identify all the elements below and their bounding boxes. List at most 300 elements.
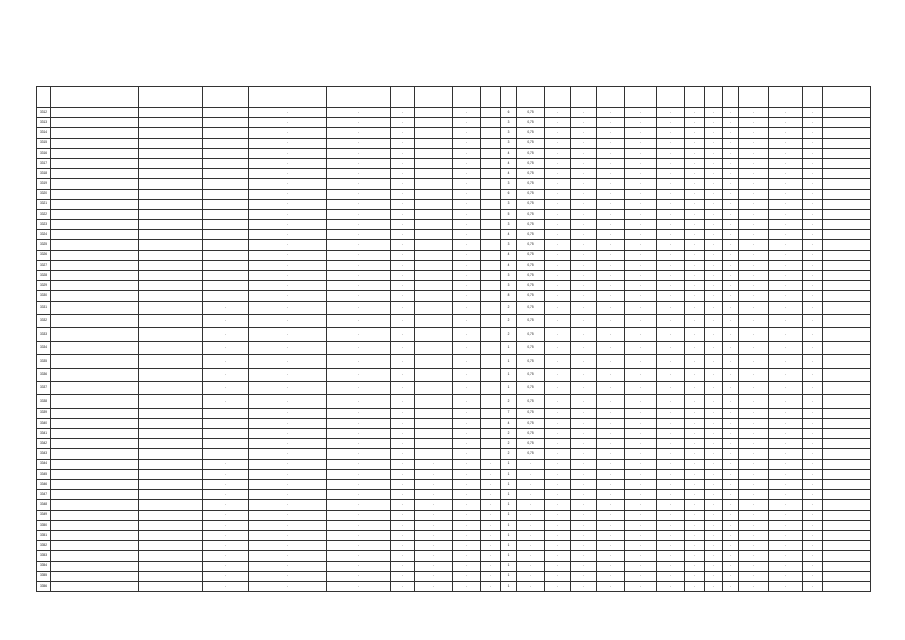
table-cell: 0,75 [517, 429, 545, 439]
table-cell: - [723, 551, 739, 561]
table-cell: - [769, 118, 803, 128]
table-cell [51, 439, 139, 449]
table-cell: 3 [501, 240, 517, 250]
column-header [391, 87, 415, 108]
table-cell: - [327, 314, 391, 327]
column-header [501, 87, 517, 108]
table-cell [823, 220, 871, 230]
table-cell: - [685, 571, 705, 581]
table-cell: - [571, 199, 597, 209]
table-cell: - [415, 500, 453, 510]
table-cell: - [705, 128, 723, 138]
table-cell: 3336 [37, 368, 51, 381]
table-cell [415, 328, 453, 341]
table-cell: - [739, 169, 769, 179]
table-cell: - [625, 158, 657, 168]
table-cell [415, 199, 453, 209]
table-cell: - [625, 128, 657, 138]
table-cell: - [249, 209, 327, 219]
table-cell: - [453, 220, 481, 230]
table-cell [481, 271, 501, 281]
table-cell: - [803, 530, 823, 540]
table-cell: - [545, 381, 571, 394]
table-cell: - [685, 328, 705, 341]
table-cell: - [803, 199, 823, 209]
table-cell [823, 368, 871, 381]
table-cell: 0,75 [517, 439, 545, 449]
table-cell: 3338 [37, 395, 51, 408]
table-cell: 3 [501, 281, 517, 291]
table-cell: - [571, 169, 597, 179]
table-cell: - [597, 169, 625, 179]
table-cell: - [453, 561, 481, 571]
table-cell: - [769, 240, 803, 250]
table-cell [139, 179, 203, 189]
table-cell: - [391, 250, 415, 260]
table-cell: - [327, 408, 391, 418]
table-cell [203, 429, 249, 439]
column-header [203, 87, 249, 108]
table-cell: - [391, 271, 415, 281]
table-cell: - [571, 240, 597, 250]
table-cell: - [391, 561, 415, 571]
table-cell: - [685, 341, 705, 354]
table-cell: - [685, 429, 705, 439]
table-cell: - [481, 561, 501, 571]
table-cell [823, 520, 871, 530]
table-row [37, 500, 871, 510]
table-cell [139, 220, 203, 230]
table-cell: - [803, 368, 823, 381]
table-cell [51, 291, 139, 301]
table-cell: - [203, 551, 249, 561]
table-cell: - [803, 500, 823, 510]
table-cell [139, 429, 203, 439]
table-cell: - [545, 510, 571, 520]
table-cell [415, 429, 453, 439]
table-cell [415, 301, 453, 314]
table-cell [203, 220, 249, 230]
table-cell: - [391, 209, 415, 219]
table-cell: - [769, 260, 803, 270]
table-cell: 6 [501, 108, 517, 118]
table-cell: - [803, 469, 823, 479]
table-cell: - [453, 541, 481, 551]
table-cell: - [705, 199, 723, 209]
table-cell [203, 199, 249, 209]
table-cell [51, 561, 139, 571]
table-cell: - [739, 449, 769, 459]
table-cell: - [685, 314, 705, 327]
table-cell: - [481, 459, 501, 469]
table-cell: - [391, 541, 415, 551]
table-cell: 3323 [37, 220, 51, 230]
table-cell: 1 [501, 368, 517, 381]
table-cell [51, 381, 139, 394]
table-row [37, 341, 871, 354]
table-cell [481, 328, 501, 341]
table-cell: - [545, 341, 571, 354]
table-cell [51, 260, 139, 270]
table-cell: - [723, 291, 739, 301]
table-row [37, 510, 871, 520]
table-cell [481, 108, 501, 118]
table-cell: - [203, 571, 249, 581]
table-cell [823, 355, 871, 368]
table-cell: - [625, 138, 657, 148]
table-cell: - [597, 240, 625, 250]
table-cell: - [517, 571, 545, 581]
table-cell: - [803, 490, 823, 500]
table-cell [823, 480, 871, 490]
table-cell: - [327, 220, 391, 230]
table-cell [481, 260, 501, 270]
table-cell: - [391, 490, 415, 500]
table-cell [481, 395, 501, 408]
table-cell: - [327, 530, 391, 540]
table-cell: - [571, 128, 597, 138]
table-cell: - [705, 571, 723, 581]
table-cell: - [453, 271, 481, 281]
table-cell: - [803, 220, 823, 230]
table-cell [51, 490, 139, 500]
table-cell: - [203, 341, 249, 354]
table-cell: - [705, 510, 723, 520]
table-row [37, 381, 871, 394]
table-cell [139, 449, 203, 459]
table-cell: - [453, 510, 481, 520]
table-cell: - [249, 128, 327, 138]
table-cell: - [657, 148, 685, 158]
table-cell: - [597, 281, 625, 291]
table-cell: - [597, 158, 625, 168]
table-cell: - [545, 408, 571, 418]
table-cell: - [739, 469, 769, 479]
table-row [37, 530, 871, 540]
table-cell: - [803, 328, 823, 341]
table-cell: - [769, 250, 803, 260]
table-cell [51, 220, 139, 230]
table-cell: 0,75 [517, 328, 545, 341]
table-cell [139, 260, 203, 270]
table-cell: - [391, 368, 415, 381]
table-cell: - [685, 281, 705, 291]
table-cell [203, 250, 249, 260]
table-cell: - [481, 500, 501, 510]
table-cell: - [597, 551, 625, 561]
table-row [37, 220, 871, 230]
table-cell: - [545, 480, 571, 490]
table-cell: - [249, 118, 327, 128]
table-cell: - [545, 260, 571, 270]
table-cell: - [739, 230, 769, 240]
table-cell: - [705, 260, 723, 270]
table-cell [823, 395, 871, 408]
table-cell: - [517, 480, 545, 490]
table-cell [51, 449, 139, 459]
table-cell: - [571, 530, 597, 540]
table-cell: - [327, 429, 391, 439]
table-cell: - [545, 459, 571, 469]
table-cell: - [625, 301, 657, 314]
table-cell [481, 291, 501, 301]
table-cell: - [723, 189, 739, 199]
table-cell: - [769, 281, 803, 291]
table-cell: - [685, 480, 705, 490]
table-cell: - [705, 301, 723, 314]
table-cell: 0,75 [517, 250, 545, 260]
table-cell: - [249, 158, 327, 168]
table-cell [415, 418, 453, 428]
table-cell: - [481, 581, 501, 591]
table-row [37, 281, 871, 291]
table-cell [203, 271, 249, 281]
table-cell: - [453, 439, 481, 449]
table-cell: 1 [501, 561, 517, 571]
table-cell: - [545, 199, 571, 209]
table-cell: 3354 [37, 561, 51, 571]
table-cell: - [705, 368, 723, 381]
table-cell: - [723, 341, 739, 354]
table-cell: - [723, 179, 739, 189]
table-cell: - [769, 541, 803, 551]
table-cell: - [453, 469, 481, 479]
table-cell: - [249, 368, 327, 381]
table-row [37, 439, 871, 449]
table-cell: - [739, 158, 769, 168]
table-cell [481, 314, 501, 327]
table-cell: - [723, 530, 739, 540]
table-cell: - [249, 418, 327, 428]
table-cell: 3325 [37, 240, 51, 250]
table-cell: 3314 [37, 128, 51, 138]
table-cell: - [545, 328, 571, 341]
table-cell: - [685, 561, 705, 571]
table-cell: 3316 [37, 148, 51, 158]
table-cell: - [597, 148, 625, 158]
table-cell: - [453, 368, 481, 381]
table-cell: - [769, 459, 803, 469]
table-cell: - [625, 230, 657, 240]
table-cell [823, 250, 871, 260]
table-cell: - [391, 314, 415, 327]
table-cell: - [723, 355, 739, 368]
table-cell: - [327, 328, 391, 341]
table-cell: - [705, 108, 723, 118]
table-cell [481, 220, 501, 230]
table-cell [415, 250, 453, 260]
table-cell: - [597, 118, 625, 128]
table-cell [139, 381, 203, 394]
table-cell: - [391, 510, 415, 520]
table-row [37, 169, 871, 179]
table-cell: - [597, 581, 625, 591]
table-cell [823, 500, 871, 510]
table-cell: - [723, 209, 739, 219]
table-cell: - [453, 551, 481, 561]
table-cell: - [571, 230, 597, 240]
table-cell: - [249, 148, 327, 158]
table-cell: - [391, 138, 415, 148]
table-cell: - [803, 281, 823, 291]
table-cell [203, 418, 249, 428]
table-cell: - [571, 341, 597, 354]
table-cell: - [327, 108, 391, 118]
table-cell [139, 240, 203, 250]
table-cell: - [453, 148, 481, 158]
table-cell: - [723, 230, 739, 240]
table-cell: - [657, 418, 685, 428]
table-cell: - [249, 551, 327, 561]
column-header [625, 87, 657, 108]
table-cell: 3340 [37, 418, 51, 428]
table-cell: - [625, 530, 657, 540]
table-cell: 3322 [37, 209, 51, 219]
table-cell: - [453, 408, 481, 418]
table-cell: - [739, 418, 769, 428]
table-cell: - [705, 118, 723, 128]
table-row [37, 108, 871, 118]
table-cell: - [769, 230, 803, 240]
table-cell: - [739, 291, 769, 301]
table-cell [51, 158, 139, 168]
table-cell: 0,75 [517, 260, 545, 270]
table-cell: - [545, 108, 571, 118]
table-cell: 3341 [37, 429, 51, 439]
table-cell: - [453, 301, 481, 314]
table-cell: 2 [501, 301, 517, 314]
column-header [657, 87, 685, 108]
table-cell: - [723, 395, 739, 408]
table-cell [139, 314, 203, 327]
table-cell: - [571, 510, 597, 520]
table-row [37, 199, 871, 209]
table-cell: - [705, 220, 723, 230]
table-cell: - [517, 500, 545, 510]
table-cell: - [769, 381, 803, 394]
table-cell: - [657, 571, 685, 581]
table-cell [51, 209, 139, 219]
table-cell: - [657, 581, 685, 591]
column-header [723, 87, 739, 108]
table-cell: - [597, 490, 625, 500]
table-cell: 3332 [37, 314, 51, 327]
table-cell: - [803, 291, 823, 301]
column-header [597, 87, 625, 108]
table-cell: - [739, 541, 769, 551]
table-cell: - [249, 429, 327, 439]
table-cell: - [723, 429, 739, 439]
table-cell: - [685, 520, 705, 530]
table-cell: - [327, 418, 391, 428]
table-cell: - [453, 108, 481, 118]
table-cell [823, 199, 871, 209]
table-cell: - [685, 209, 705, 219]
table-cell: - [571, 490, 597, 500]
table-cell: 0,75 [517, 291, 545, 301]
column-header [545, 87, 571, 108]
table-cell [51, 341, 139, 354]
table-cell: 3334 [37, 341, 51, 354]
table-cell: - [803, 169, 823, 179]
table-cell [139, 341, 203, 354]
table-cell: - [327, 439, 391, 449]
table-cell: - [657, 355, 685, 368]
table-cell [823, 581, 871, 591]
table-cell [203, 179, 249, 189]
table-cell: - [597, 408, 625, 418]
table-cell: - [723, 449, 739, 459]
table-cell: - [597, 355, 625, 368]
table-cell: - [625, 148, 657, 158]
table-cell: - [705, 418, 723, 428]
table-cell: - [723, 220, 739, 230]
table-cell: - [657, 199, 685, 209]
table-cell [823, 418, 871, 428]
table-cell [481, 189, 501, 199]
table-cell: - [415, 571, 453, 581]
table-cell: - [453, 250, 481, 260]
table-cell: - [685, 530, 705, 540]
table-header-row [37, 87, 871, 108]
table-cell: - [249, 459, 327, 469]
table-cell: 1 [501, 490, 517, 500]
column-header [327, 87, 391, 108]
table-cell [415, 368, 453, 381]
table-cell: - [723, 520, 739, 530]
table-cell [139, 138, 203, 148]
table-cell [203, 158, 249, 168]
table-cell: - [545, 469, 571, 479]
table-cell: - [203, 301, 249, 314]
table-cell: - [769, 439, 803, 449]
table-cell: - [739, 179, 769, 189]
table-cell: - [723, 368, 739, 381]
table-cell: - [723, 108, 739, 118]
table-cell: - [597, 429, 625, 439]
table-cell: - [545, 571, 571, 581]
table-cell: - [739, 118, 769, 128]
table-cell: - [453, 530, 481, 540]
table-cell: - [203, 500, 249, 510]
table-cell [51, 148, 139, 158]
table-cell: - [769, 271, 803, 281]
table-cell [139, 148, 203, 158]
table-cell [481, 128, 501, 138]
table-cell: - [705, 381, 723, 394]
table-cell [823, 281, 871, 291]
table-cell: 1 [501, 571, 517, 581]
table-cell: - [723, 510, 739, 520]
table-cell: - [739, 240, 769, 250]
table-cell [139, 561, 203, 571]
table-cell: - [571, 551, 597, 561]
table-cell: - [657, 301, 685, 314]
table-cell [139, 328, 203, 341]
table-cell: 2 [501, 328, 517, 341]
table-cell: - [249, 581, 327, 591]
table-cell: - [249, 541, 327, 551]
table-cell: - [545, 250, 571, 260]
table-cell: - [571, 148, 597, 158]
table-cell: 4 [501, 260, 517, 270]
table-cell: - [685, 199, 705, 209]
table-cell: - [327, 395, 391, 408]
table-cell: 2 [501, 395, 517, 408]
table-cell: - [685, 301, 705, 314]
table-cell: - [571, 500, 597, 510]
table-cell: - [249, 328, 327, 341]
